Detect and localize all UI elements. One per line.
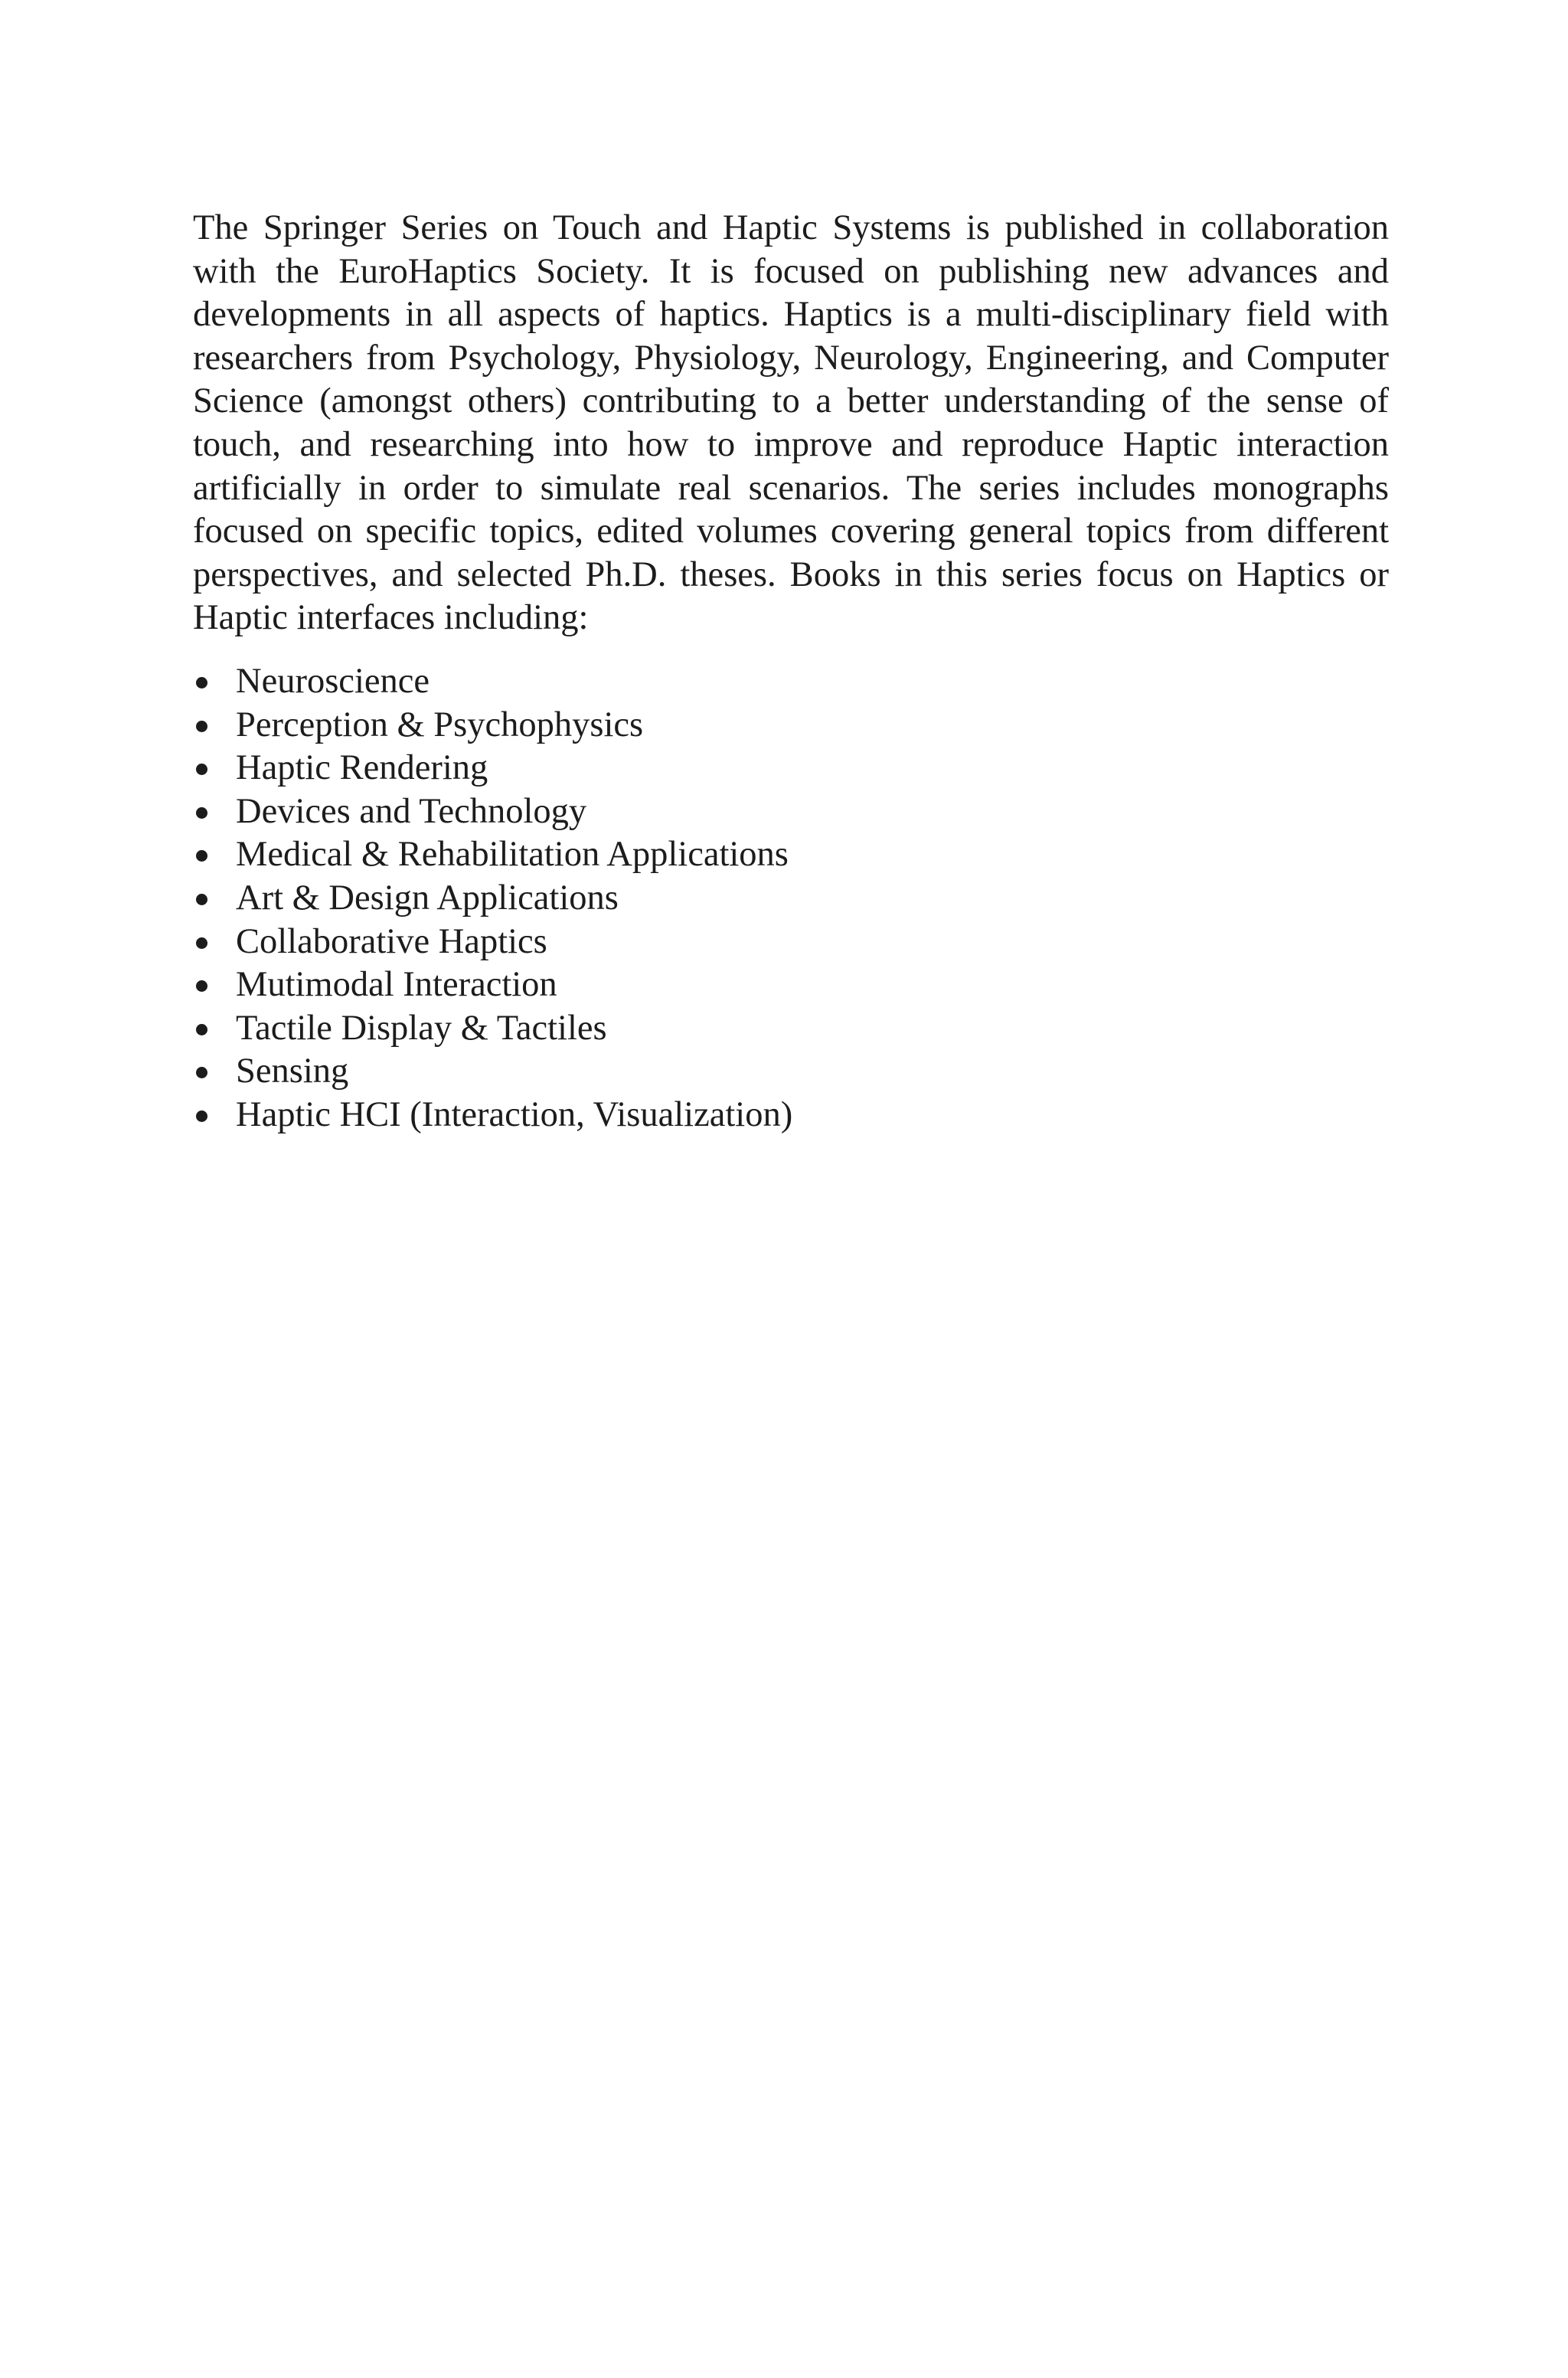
bullet-icon	[196, 677, 207, 689]
list-item	[193, 1050, 1389, 1094]
topic-label: Art & Design Applications	[236, 878, 619, 918]
topic-label: Collaborative Haptics	[236, 921, 547, 961]
list-item	[193, 660, 1389, 704]
topic-label: Medical & Rehabilitation Applications	[236, 835, 789, 875]
topic-list	[193, 660, 1389, 1137]
list-item	[193, 704, 1389, 747]
list-item	[193, 877, 1389, 921]
bullet-icon	[196, 764, 207, 775]
topic-label: Mutimodal Interaction	[236, 965, 557, 1005]
bullet-icon	[196, 721, 207, 732]
bullet-icon	[196, 937, 207, 949]
list-item	[193, 790, 1389, 834]
bullet-icon	[196, 894, 207, 905]
list-item	[193, 963, 1389, 1007]
list-item	[193, 1007, 1389, 1051]
list-item	[193, 747, 1389, 790]
bullet-icon	[196, 807, 207, 819]
bullet-icon	[196, 1110, 207, 1122]
topic-label: Haptic Rendering	[236, 748, 488, 788]
topic-label: Perception & Psychophysics	[236, 705, 644, 744]
list-item	[193, 833, 1389, 877]
topic-label: Tactile Display & Tactiles	[236, 1008, 607, 1048]
intro-paragraph: The Springer Series on Touch and Haptic Systems is published in collaboration with the EuroHaptics Society. It is focused on publishing new advances and developments in all aspects of haptics. Haptics is a multi-disciplinary field with researchers from Psychology, Physiology, Neurology, Engineering, and Computer Science (amongst others) contributing to a better understanding of the sense of touch, and researching into how to improve and reproduce Haptic interaction artificially in order to simulate real scenarios. The series includes monographs focused on specific topics, edited volumes covering general topics from different perspectives, and selected Ph.D. theses. Books in this series focus on Haptics or Haptic interfaces including:	[193, 208, 1389, 638]
list-item	[193, 1094, 1389, 1137]
topic-label: Neuroscience	[236, 661, 430, 701]
topic-label: Sensing	[236, 1052, 349, 1091]
page-content	[193, 207, 1389, 1137]
topic-label: Haptic HCI (Interaction, Visualization)	[236, 1094, 793, 1134]
list-item	[193, 921, 1389, 964]
topic-label: Devices and Technology	[236, 791, 587, 831]
bullet-icon	[196, 1024, 207, 1035]
bullet-icon	[196, 1067, 207, 1078]
bullet-icon	[196, 980, 207, 992]
bullet-icon	[196, 850, 207, 862]
